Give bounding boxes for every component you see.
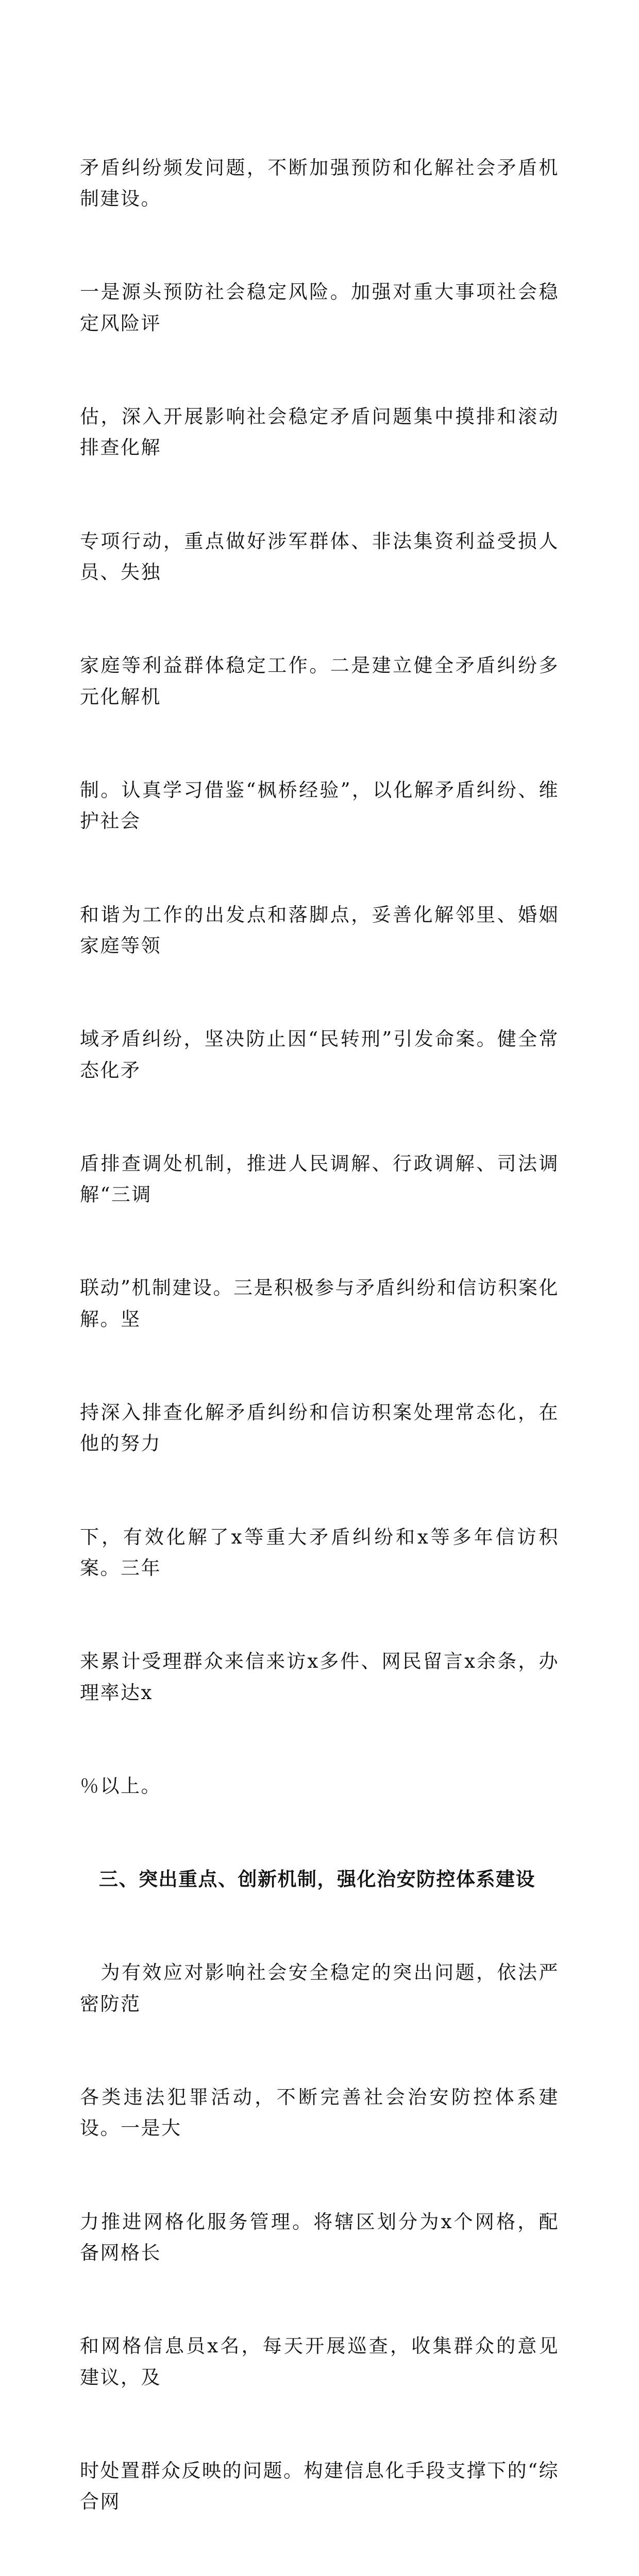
text-line: 矛盾纠纷频发问题，不断加强预防和化解社会矛盾机制建设。 [80, 156, 559, 210]
text-line: ％以上。 [80, 1774, 161, 1797]
text-line: 下，有效化解了x等重大矛盾纠纷和x等多年信访积案。三年 [80, 1526, 559, 1580]
text-line: 盾排查调处机制，推进人民调解、行政调解、司法调解“三调 [80, 1152, 559, 1206]
paragraph-conflict-resolution [80, 90, 559, 1864]
text-line: 域矛盾纠纷，坚决防止因“民转刑”引发命案。健全常态化矛 [80, 1028, 559, 1081]
text-line: 来累计受理群众来信来访x多件、网民留言x余条，办理率达x [80, 1650, 559, 1704]
paragraph-security-system [80, 1895, 559, 2576]
text-line: 制。认真学习借鉴“枫桥经验”，以化解矛盾纠纷、维护社会 [80, 778, 559, 833]
text-line: 联动”机制建设。三是积极参与矛盾纠纷和信访积案化解。坚 [80, 1277, 559, 1330]
text-line: 力推进网格化服务管理。将辖区划分为x个网格，配备网格长 [80, 2210, 559, 2264]
text-line: 估，深入开展影响社会稳定矛盾问题集中摸排和滚动排查化解 [80, 405, 559, 459]
text-line: 为有效应对影响社会安全稳定的突出问题，依法严密防范 [80, 1961, 559, 2015]
text-line: 各类违法犯罪活动，不断完善社会治安防控体系建设。一是大 [80, 2086, 559, 2140]
document-body [80, 90, 559, 2576]
text-line: 和谐为工作的出发点和落脚点，妥善化解邻里、婚姻家庭等领 [80, 903, 559, 957]
text-line: 和网格信息员x名，每天开展巡查，收集群众的意见建议，及 [80, 2335, 559, 2388]
text-line: 持深入排查化解矛盾纠纷和信访积案处理常态化，在他的努力 [80, 1401, 559, 1455]
section-heading: 三、突出重点、创新机制，强化治安防控体系建设 [99, 1868, 535, 1891]
text-line: 时处置群众反映的问题。构建信息化手段支撑下的“综合网 [80, 2459, 559, 2513]
text-line: 一是源头预防社会稳定风险。加强对重大事项社会稳定风险评 [80, 281, 559, 334]
text-line: 家庭等利益群体稳定工作。二是建立健全矛盾纠纷多元化解机 [80, 654, 559, 708]
text-line: 专项行动，重点做好涉军群体、非法集资利益受损人员、失独 [80, 530, 559, 584]
